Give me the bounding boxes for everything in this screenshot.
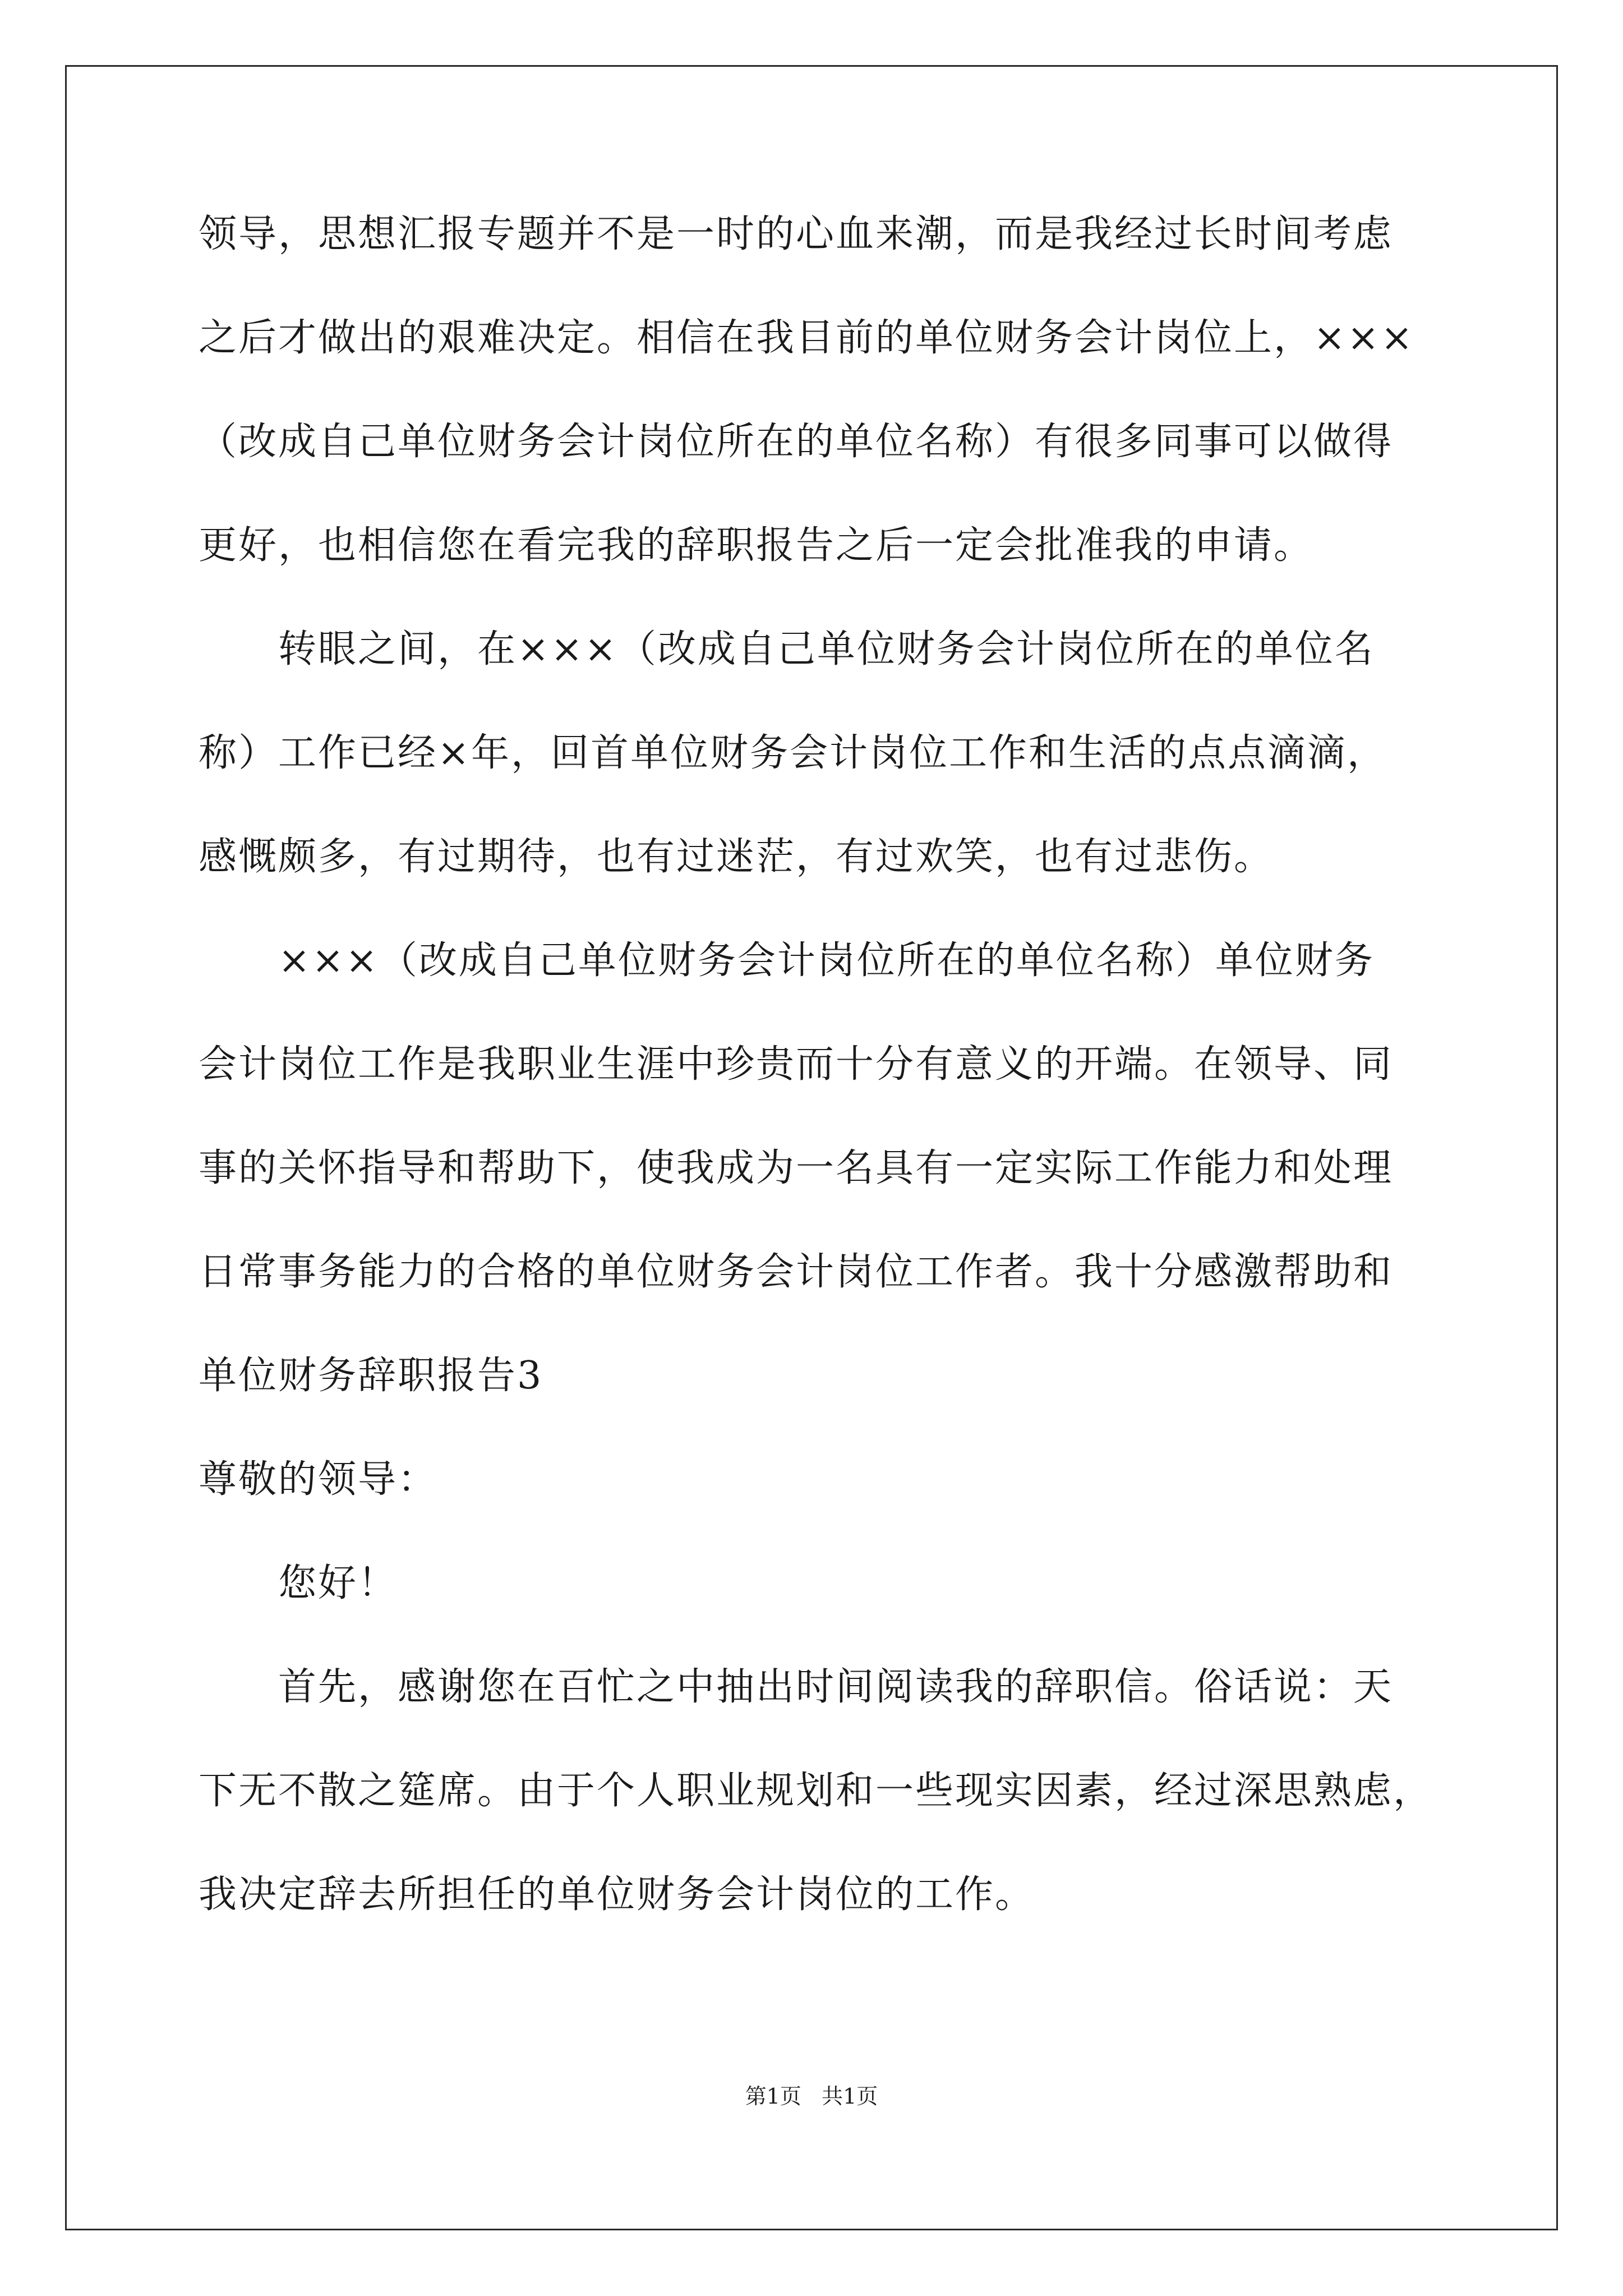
section-heading: 单位财务辞职报告3 bbox=[199, 1354, 543, 1398]
text-line-17: 我决定辞去所担任的单位财务会计岗位的工作。 bbox=[199, 1872, 1035, 1917]
text-line-8: ×××（改成自己单位财务会计岗位所在的单位名称）单位财务 bbox=[278, 938, 1375, 983]
text-line-2: 之后才做出的艰难决定。相信在我目前的单位财务会计岗位上，××× bbox=[199, 316, 1414, 360]
text-line-9: 会计岗位工作是我职业生涯中珍贵而十分有意义的开端。在领导、同 bbox=[199, 1042, 1394, 1087]
greeting: 您好！ bbox=[278, 1561, 398, 1605]
text-line-7: 感慨颇多，有过期待，也有过迷茫，有过欢笑，也有过悲伤。 bbox=[199, 835, 1274, 879]
text-line-4: 更好，也相信您在看完我的辞职报告之后一定会批准我的申请。 bbox=[199, 523, 1314, 568]
text-line-16: 下无不散之筵席。由于个人职业规划和一些现实因素，经过深思熟虑， bbox=[199, 1769, 1433, 1813]
text-line-11: 日常事务能力的合格的单位财务会计岗位工作者。我十分感激帮助和 bbox=[199, 1250, 1394, 1294]
page-number-footer: 第1页 共1页 bbox=[745, 2084, 878, 2109]
text-line-15: 首先，感谢您在百忙之中抽出时间阅读我的辞职信。俗话说：天 bbox=[278, 1665, 1394, 1709]
text-line-5: 转眼之间，在×××（改成自己单位财务会计岗位所在的单位名 bbox=[278, 627, 1375, 671]
salutation: 尊敬的领导： bbox=[199, 1457, 438, 1502]
text-line-3: （改成自己单位财务会计岗位所在的单位名称）有很多同事可以做得 bbox=[199, 420, 1394, 464]
text-line-10: 事的关怀指导和帮助下，使我成为一名具有一定实际工作能力和处理 bbox=[199, 1146, 1394, 1190]
text-line-6: 称）工作已经×年，回首单位财务会计岗位工作和生活的点点滴滴， bbox=[199, 731, 1387, 775]
text-line-1: 领导，思想汇报专题并不是一时的心血来潮，而是我经过长时间考虑 bbox=[199, 212, 1394, 256]
